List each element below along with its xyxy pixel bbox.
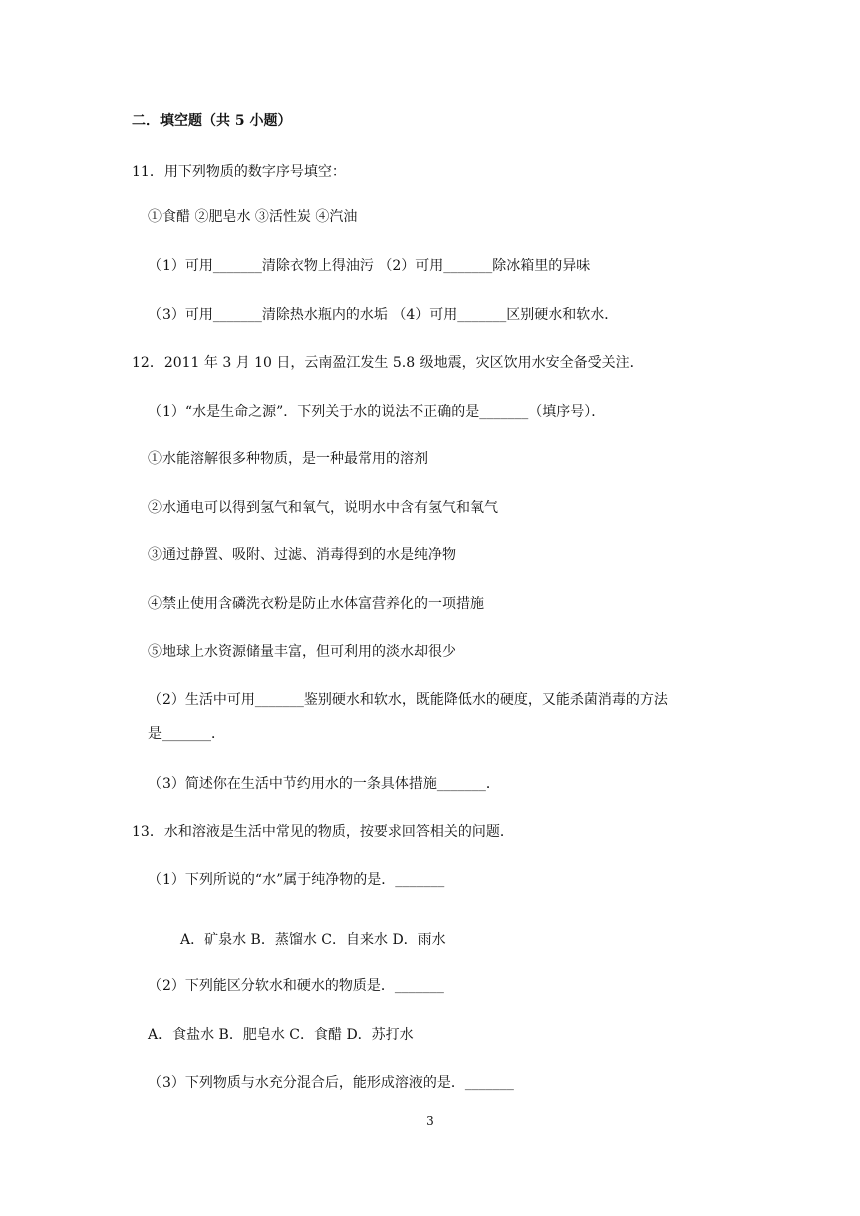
question-13-part-2-options: A．食盐水 B．肥皂水 C．食醋 D．苏打水 bbox=[148, 1027, 414, 1043]
question-12-part-2-line-1: （2）生活中可用_______鉴别硬水和软水，既能降低水的硬度，又能杀菌消毒的方法 bbox=[148, 692, 668, 708]
question-11-row-2: （3）可用_______清除热水瓶内的水垢 （4）可用_______区别硬水和软水． bbox=[148, 307, 619, 323]
page-number: 3 bbox=[426, 1114, 434, 1128]
question-12-part-1: （1）“水是生命之源”．下列关于水的说法不正确的是_______（填序号）． bbox=[148, 404, 606, 420]
question-13-part-2: （2）下列能区分软水和硬水的物质是．_______ bbox=[148, 978, 444, 994]
question-12-part-3: （3）简述你在生活中节约用水的一条具体措施_______． bbox=[148, 776, 500, 792]
question-13-part-1-options: A．矿泉水 B．蒸馏水 C．自来水 D．雨水 bbox=[180, 932, 446, 948]
question-11-stem: 11．用下列物质的数字序号填空： bbox=[132, 164, 346, 180]
question-12-part-2-line-2: 是_______． bbox=[148, 726, 225, 742]
question-12-stem: 12．2011 年 3 月 10 日，云南盈江发生 5.8 级地震，灾区饮用水安全备受关注． bbox=[132, 355, 644, 371]
question-13-part-1: （1）下列所说的“水”属于纯净物的是．_______ bbox=[148, 872, 445, 888]
question-13-part-3: （3）下列物质与水充分混合后，能形成溶液的是．_______ bbox=[148, 1075, 514, 1091]
question-13-stem: 13．水和溶液是生活中常见的物质，按要求回答相关的问题． bbox=[132, 824, 514, 840]
question-12-item-5: ⑤地球上水资源储量丰富，但可利用的淡水却很少 bbox=[148, 644, 456, 660]
question-11-row-1: （1）可用_______清除衣物上得油污 （2）可用_______除冰箱里的异味 bbox=[148, 258, 591, 274]
question-11-options: ①食醋 ②肥皂水 ③活性炭 ④汽油 bbox=[148, 209, 358, 225]
question-12-item-3: ③通过静置、吸附、过滤、消毒得到的水是纯净物 bbox=[148, 547, 456, 563]
section-heading: 二．填空题（共 5 小题） bbox=[132, 113, 292, 129]
question-12-item-1: ①水能溶解很多种物质，是一种最常用的溶剂 bbox=[148, 451, 428, 467]
question-12-item-4: ④禁止使用含磷洗衣粉是防止水体富营养化的一项措施 bbox=[148, 596, 484, 612]
question-12-item-2: ②水通电可以得到氢气和氧气，说明水中含有氢气和氧气 bbox=[148, 500, 498, 516]
